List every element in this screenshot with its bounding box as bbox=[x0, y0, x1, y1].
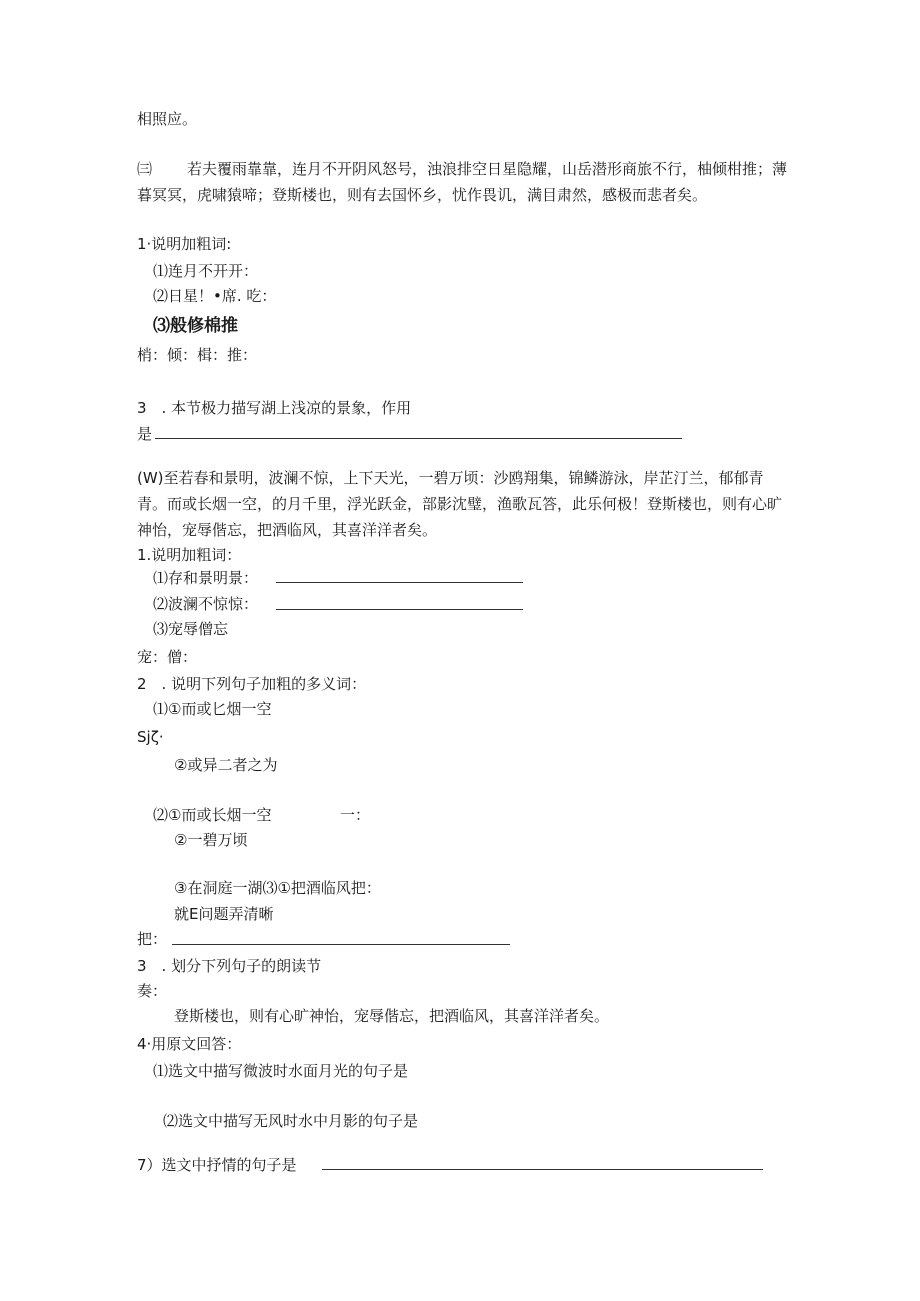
text-line: 相照应。 bbox=[137, 110, 198, 128]
question-item: 把： bbox=[137, 930, 168, 948]
question-item: ⑴连月不开开： bbox=[153, 262, 259, 280]
answer-blank[interactable] bbox=[276, 609, 523, 610]
question-item: ⑴存和景明景： bbox=[153, 569, 259, 587]
question-item: 宠：僧： bbox=[137, 648, 198, 666]
passage-paragraph: (W)至若春和景明，波澜不惊，上下天光，一碧万顷：沙鸥翔集，锦鳞游泳，岸芷汀兰，郁郁青青。而或长烟一空，的月千里，浮光跃金，部影沈璧，渔歌瓦答，此乐何极！登斯楼也，则有心旷神怡，宠辱偕忘，把酒临风，其喜洋洋者矣。 bbox=[137, 469, 783, 539]
question-heading: 4·用原文回答： bbox=[137, 1035, 242, 1053]
answer-blank[interactable] bbox=[155, 438, 682, 439]
question-item: ⑵选文中描写无风时水中月影的句子是 bbox=[163, 1112, 419, 1130]
question-item: ②或异二者之为 bbox=[174, 756, 278, 774]
question-item: ⑵波澜不惊惊： bbox=[153, 595, 259, 613]
question-item: 7）选文中抒情的句子是 bbox=[137, 1156, 297, 1174]
question-item: 就E问题弄清晰 bbox=[174, 905, 274, 923]
question-heading: 2 . 说明下列句子加粗的多义词： bbox=[137, 675, 367, 693]
question-heading: 1·说明加粗词: bbox=[137, 235, 232, 253]
question-item: ⑵日星！•席. 吃： bbox=[153, 287, 277, 305]
section-marker: ㈢ bbox=[137, 160, 153, 178]
answer-blank[interactable] bbox=[322, 1169, 763, 1170]
question-item: 一： bbox=[340, 806, 371, 824]
question-item: ⑶般修棉推 bbox=[153, 316, 238, 336]
question-heading: 3 . 本节极力描写湖上浅凉的景象，作用 bbox=[137, 399, 412, 417]
question-heading: 3 . 划分下列句子的朗读节 bbox=[137, 957, 322, 975]
question-item: ⑶宠辱僧忘 bbox=[153, 620, 229, 638]
question-item: ⑴选文中描写微波时水面月光的句子是 bbox=[153, 1062, 409, 1080]
question-item: ③在洞庭一湖⑶①把酒临风把： bbox=[174, 879, 381, 897]
question-item: 是 bbox=[137, 425, 153, 443]
question-item: ⑵①而或长烟一空 bbox=[153, 806, 272, 824]
question-item: 梢：倾：楫：推： bbox=[137, 346, 258, 364]
question-item: 奏： bbox=[137, 982, 168, 1000]
question-item: 登斯楼也，则有心旷神怡，宠辱偕忘，把酒临风，其喜洋洋者矣。 bbox=[174, 1007, 610, 1025]
passage-paragraph: 若夫覆雨靠靠，连月不开阴风怒号，浊浪排空日星隐耀，山岳潜形商旅不行，柚倾柑推；薄暮冥冥，虎啸猿啼；登斯楼也，则有去国怀乡，忧作畏讥，满目肃然，感极而悲者矣。 bbox=[137, 160, 788, 204]
answer-blank[interactable] bbox=[276, 582, 523, 583]
question-item: ②一碧万顷 bbox=[174, 831, 248, 849]
question-item: Sjζ· bbox=[137, 728, 164, 746]
question-item: ⑴①而或匕烟一空 bbox=[153, 700, 272, 718]
answer-blank[interactable] bbox=[172, 944, 510, 945]
question-heading: 1.说明加粗词： bbox=[137, 546, 242, 564]
